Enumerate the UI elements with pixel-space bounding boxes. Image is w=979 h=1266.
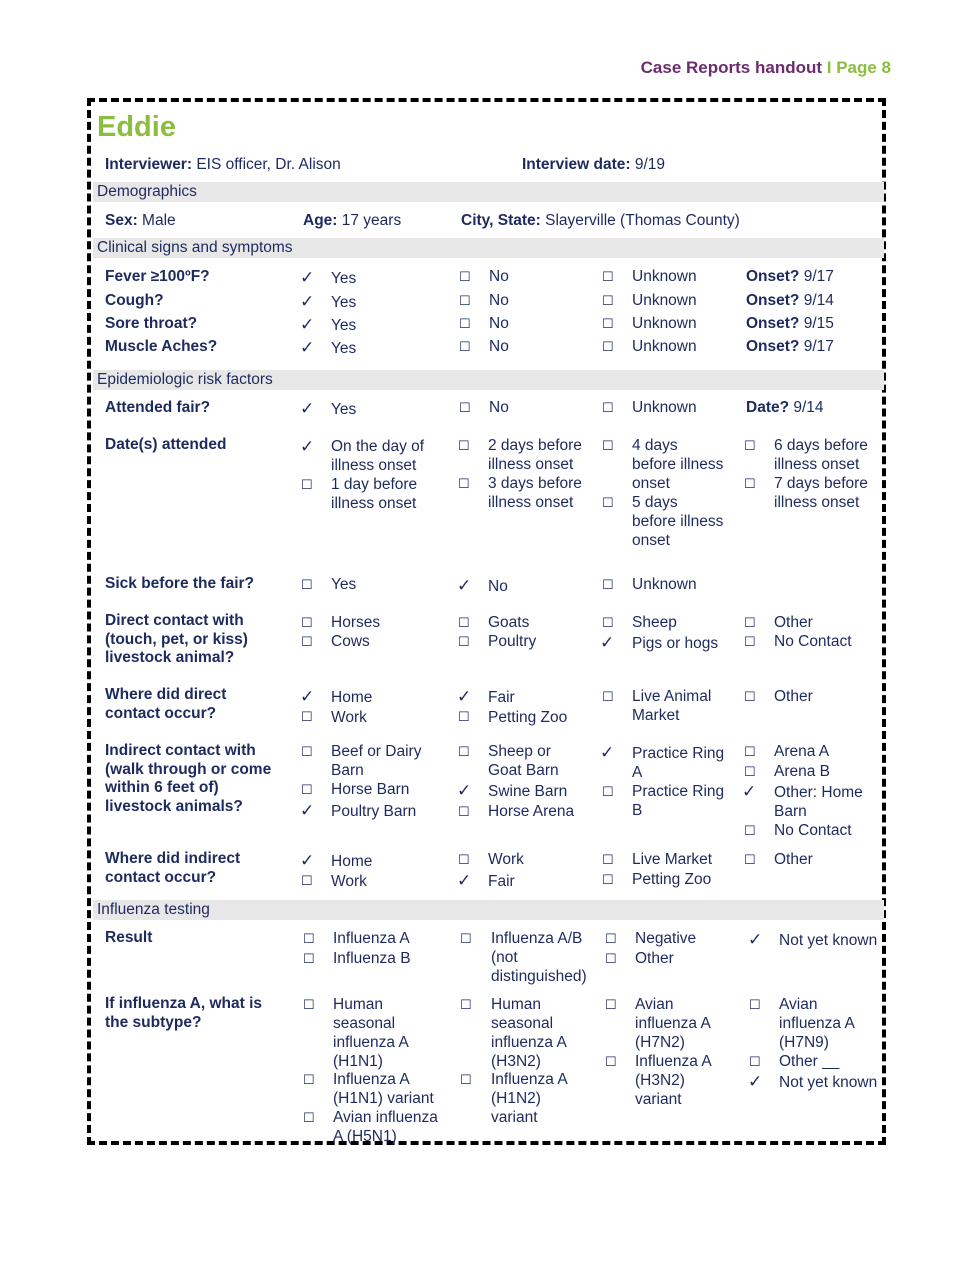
option-label: Practice Ring B <box>632 783 725 819</box>
question-label: Where did indirect contact occur? <box>105 850 241 886</box>
checked-icon[interactable]: ✓ <box>300 268 315 287</box>
question-label: Cough? <box>105 292 164 309</box>
checkbox-icon[interactable]: ☐ <box>301 782 313 797</box>
checkbox-icon[interactable]: ☐ <box>602 339 614 354</box>
checkbox-icon[interactable]: ☐ <box>744 476 756 491</box>
checkbox-icon[interactable]: ☐ <box>303 931 315 946</box>
onset-field: Onset? 9/17 <box>746 338 834 355</box>
checkbox-icon[interactable]: ☐ <box>458 852 470 867</box>
header-separator: I <box>822 58 837 77</box>
checkbox-icon[interactable]: ☐ <box>749 1054 761 1069</box>
sex-field: Sex: Male <box>105 212 176 229</box>
case-name: Eddie <box>97 111 176 143</box>
question-label: If influenza A, what is the subtype? <box>105 995 263 1031</box>
checkbox-icon[interactable]: ☐ <box>605 951 617 966</box>
option-label: No <box>489 292 509 309</box>
checkbox-icon[interactable]: ☐ <box>459 316 471 331</box>
option-label: 2 days before illness onset <box>488 437 582 473</box>
option-label: Yes <box>331 270 357 287</box>
checkbox-icon[interactable]: ☐ <box>459 293 471 308</box>
option-label: Yes <box>331 576 357 593</box>
option-label: Sheep <box>632 614 677 631</box>
checked-icon[interactable]: ✓ <box>600 743 615 762</box>
checked-icon[interactable]: ✓ <box>600 633 615 652</box>
option-label: Other <box>635 950 674 967</box>
checkbox-icon[interactable]: ☐ <box>460 997 472 1012</box>
checkbox-icon[interactable]: ☐ <box>749 997 761 1012</box>
question-label: Date(s) attended <box>105 436 227 453</box>
option-label: Other <box>774 614 813 631</box>
option-label: 6 days before illness onset <box>774 437 868 473</box>
option-label: Home <box>331 689 373 706</box>
option-label: Arena B <box>774 763 831 780</box>
checkbox-icon[interactable]: ☐ <box>744 689 756 704</box>
option-label: Avian influenza A (H7N2) <box>635 996 711 1051</box>
option-label: Unknown <box>632 292 697 309</box>
checkbox-icon[interactable]: ☐ <box>744 634 756 649</box>
option-label: Home <box>331 853 373 870</box>
option-label: 1 day before illness onset <box>331 476 418 512</box>
option-label: Other __ <box>779 1053 840 1070</box>
checked-icon[interactable]: ✓ <box>457 576 472 595</box>
checked-icon[interactable]: ✓ <box>300 338 315 357</box>
page-header <box>641 58 891 78</box>
option-label: Negative <box>635 930 697 947</box>
option-label: Yes <box>331 294 357 311</box>
checked-icon[interactable]: ✓ <box>300 801 315 820</box>
checked-icon[interactable]: ✓ <box>300 851 315 870</box>
checkbox-icon[interactable]: ☐ <box>602 438 614 453</box>
option-label: Petting Zoo <box>632 871 712 888</box>
option-label: Influenza A (H1N2) variant <box>491 1071 568 1126</box>
onset-field: Onset? 9/15 <box>746 315 834 332</box>
question-label: Muscle Aches? <box>105 338 218 355</box>
option-label: Pigs or hogs <box>632 635 719 652</box>
interview-date-line: Interview date: 9/19 <box>522 156 666 173</box>
section-clinical: Clinical signs and symptoms <box>93 238 884 258</box>
page-number: Page 8 <box>836 58 891 77</box>
option-label: Arena A <box>774 743 830 760</box>
option-label: Influenza B <box>333 950 411 967</box>
checkbox-icon[interactable]: ☐ <box>301 873 313 888</box>
checkbox-icon[interactable]: ☐ <box>602 577 614 592</box>
option-label: Horses <box>331 614 381 631</box>
question-label: Sick before the fair? <box>105 575 255 592</box>
option-label: Horse Barn <box>331 781 410 798</box>
checkbox-icon[interactable]: ☐ <box>458 476 470 491</box>
section-epi: Epidemiologic risk factors <box>93 370 884 390</box>
option-label: 5 days before illness onset <box>632 494 724 549</box>
option-label: Fair <box>488 873 515 890</box>
checkbox-icon[interactable]: ☐ <box>303 1110 315 1125</box>
checkbox-icon[interactable]: ☐ <box>303 951 315 966</box>
section-demographics: Demographics <box>93 182 884 202</box>
option-label: Sheep or Goat Barn <box>488 743 559 779</box>
option-label: 3 days before illness onset <box>488 475 582 511</box>
checkbox-icon[interactable]: ☐ <box>744 744 756 759</box>
question-label: Attended fair? <box>105 399 211 416</box>
checkbox-icon[interactable]: ☐ <box>458 615 470 630</box>
option-label: Practice Ring A <box>632 745 725 781</box>
option-label: No <box>489 399 509 416</box>
option-label: On the day of illness onset <box>331 438 425 474</box>
city-state-field: City, State: Slayerville (Thomas County) <box>461 212 740 229</box>
question-label: Where did direct contact occur? <box>105 686 227 722</box>
checkbox-icon[interactable]: ☐ <box>301 634 313 649</box>
onset-field: Onset? 9/17 <box>746 268 834 285</box>
option-label: Human seasonal influenza A (H3N2) <box>491 996 567 1070</box>
checked-icon[interactable]: ✓ <box>300 437 315 456</box>
checkbox-icon[interactable]: ☐ <box>458 804 470 819</box>
option-label: Unknown <box>632 315 697 332</box>
option-label: Unknown <box>632 268 697 285</box>
option-label: Horse Arena <box>488 803 575 820</box>
checkbox-icon[interactable]: ☐ <box>602 784 614 799</box>
option-label: Yes <box>331 340 357 357</box>
checked-icon[interactable]: ✓ <box>457 871 472 890</box>
option-label: No Contact <box>774 822 852 839</box>
checkbox-icon[interactable]: ☐ <box>460 931 472 946</box>
option-label: No <box>488 578 508 595</box>
checkbox-icon[interactable]: ☐ <box>744 764 756 779</box>
checkbox-icon[interactable]: ☐ <box>458 709 470 724</box>
checkbox-icon[interactable]: ☐ <box>301 744 313 759</box>
fair-date-field: Date? 9/14 <box>746 399 824 416</box>
checkbox-icon[interactable]: ☐ <box>605 1054 617 1069</box>
checkbox-icon[interactable]: ☐ <box>602 293 614 308</box>
option-label: 4 days before illness onset <box>632 437 724 492</box>
handout-title: Case Reports handout <box>640 58 823 77</box>
checkbox-icon[interactable]: ☐ <box>460 1072 472 1087</box>
checkbox-icon[interactable]: ☐ <box>602 872 614 887</box>
option-label: No Contact <box>774 633 852 650</box>
checkbox-icon[interactable]: ☐ <box>301 577 313 592</box>
option-label: Beef or Dairy Barn <box>331 743 422 779</box>
question-label: Direct contact with (touch, pet, or kiss) livestock animal? <box>105 612 248 666</box>
question-label: Result <box>105 929 153 946</box>
option-label: Unknown <box>632 399 697 416</box>
checkbox-icon[interactable]: ☐ <box>602 495 614 510</box>
checkbox-icon[interactable]: ☐ <box>602 400 614 415</box>
checkbox-icon[interactable]: ☐ <box>602 852 614 867</box>
option-label: Cows <box>331 633 370 650</box>
checked-icon[interactable]: ✓ <box>742 782 757 801</box>
section-flu: Influenza testing <box>93 900 884 920</box>
checked-icon[interactable]: ✓ <box>300 687 315 706</box>
option-label: No <box>489 338 509 355</box>
option-label: Petting Zoo <box>488 709 568 726</box>
option-label: Poultry Barn <box>331 803 417 820</box>
checkbox-icon[interactable]: ☐ <box>605 997 617 1012</box>
option-label: Influenza A (H3N2) variant <box>635 1053 712 1108</box>
option-label: Unknown <box>632 338 697 355</box>
option-label: Unknown <box>632 576 697 593</box>
checkbox-icon[interactable]: ☐ <box>602 316 614 331</box>
option-label: Influenza A <box>333 930 410 947</box>
option-label: Live Market <box>632 851 713 868</box>
checked-icon[interactable]: ✓ <box>300 315 315 334</box>
checkbox-icon[interactable]: ☐ <box>744 438 756 453</box>
checkbox-icon[interactable]: ☐ <box>459 269 471 284</box>
checkbox-icon[interactable]: ☐ <box>301 615 313 630</box>
option-label: No <box>489 315 509 332</box>
option-label: Other <box>774 688 813 705</box>
option-label: Work <box>331 709 367 726</box>
option-label: Live Animal Market <box>632 688 712 724</box>
checkbox-icon[interactable]: ☐ <box>602 689 614 704</box>
option-label: Fair <box>488 689 515 706</box>
option-label: Avian influenza A (H5N1) <box>333 1109 438 1145</box>
checkbox-icon[interactable]: ☐ <box>605 931 617 946</box>
option-label: Goats <box>488 614 530 631</box>
checkbox-icon[interactable]: ☐ <box>602 269 614 284</box>
option-label: Influenza A/B (not distinguished) <box>491 930 587 985</box>
checkbox-icon[interactable]: ☐ <box>458 634 470 649</box>
checkbox-icon[interactable]: ☐ <box>459 400 471 415</box>
checked-icon[interactable]: ✓ <box>748 1072 763 1091</box>
question-label: Fever ≥100ºF? <box>105 268 210 285</box>
onset-field: Onset? 9/14 <box>746 292 834 309</box>
checked-icon[interactable]: ✓ <box>300 399 315 418</box>
checkbox-icon[interactable]: ☐ <box>301 477 313 492</box>
option-label: Not yet known <box>779 932 878 949</box>
checkbox-icon[interactable]: ☐ <box>458 438 470 453</box>
option-label: Yes <box>331 317 357 334</box>
checkbox-icon[interactable]: ☐ <box>459 339 471 354</box>
checked-icon[interactable]: ✓ <box>748 930 763 949</box>
option-label: Poultry <box>488 633 537 650</box>
age-field: Age: 17 years <box>303 212 402 229</box>
option-label: Swine Barn <box>488 783 568 800</box>
option-label: Influenza A (H1N1) variant <box>333 1071 434 1107</box>
option-label: Not yet known <box>779 1074 878 1091</box>
checked-icon[interactable]: ✓ <box>457 687 472 706</box>
checkbox-icon[interactable]: ☐ <box>602 615 614 630</box>
checkbox-icon[interactable]: ☐ <box>744 615 756 630</box>
checkbox-icon[interactable]: ☐ <box>458 744 470 759</box>
question-label: Indirect contact with (walk through or come within 6 feet of) livestock animals? <box>105 742 272 815</box>
question-label: Sore throat? <box>105 315 198 332</box>
checkbox-icon[interactable]: ☐ <box>303 1072 315 1087</box>
checked-icon[interactable]: ✓ <box>457 781 472 800</box>
checkbox-icon[interactable]: ☐ <box>744 852 756 867</box>
option-label: 7 days before illness onset <box>774 475 868 511</box>
checkbox-icon[interactable]: ☐ <box>744 823 756 838</box>
option-label: Yes <box>331 401 357 418</box>
interviewer-line: Interviewer: EIS officer, Dr. Alison <box>105 156 341 173</box>
option-label: Work <box>331 873 367 890</box>
option-label: Avian influenza A (H7N9) <box>779 996 855 1051</box>
option-label: Other <box>774 851 813 868</box>
checkbox-icon[interactable]: ☐ <box>301 709 313 724</box>
option-label: Other: Home Barn <box>774 784 863 820</box>
option-label: No <box>489 268 509 285</box>
option-label: Human seasonal influenza A (H1N1) <box>333 996 409 1070</box>
checkbox-icon[interactable]: ☐ <box>303 997 315 1012</box>
checked-icon[interactable]: ✓ <box>300 292 315 311</box>
option-label: Work <box>488 851 524 868</box>
